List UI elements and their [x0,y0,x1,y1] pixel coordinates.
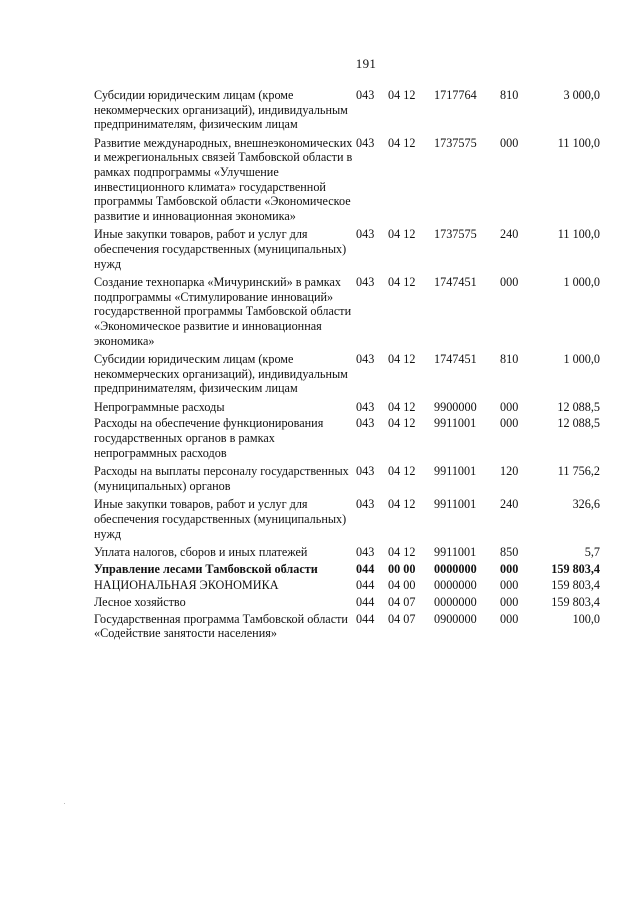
budget-table-body [94,88,600,645]
row-name: Иные закупки товаров, работ и услуг для обеспечения государственных (муниципальных) нужд [94,497,347,541]
row-target: 9900000 [434,399,477,414]
row-name: Лесное хозяйство [94,595,186,609]
row-vr: 810 [500,352,519,367]
row-vr: 850 [500,545,519,560]
table-row [94,416,600,464]
row-target: 0000000 [434,561,477,576]
row-amount: 159 803,4 [551,595,600,609]
row-vr: 240 [500,227,519,242]
row-section: 04 12 [388,399,416,414]
table-row [94,136,600,228]
row-amount: 11 100,0 [557,227,600,242]
row-amount: 326,6 [572,497,600,512]
table-row [94,497,600,545]
row-vr: 000 [500,416,519,431]
scan-speck [64,803,65,804]
row-amount: 12 088,5 [557,416,600,431]
table-row [94,88,600,136]
row-section: 04 12 [388,416,416,431]
row-amount: 3 000,0 [563,88,600,102]
row-target: 1737575 [434,135,477,150]
budget-table [94,88,600,645]
row-ministry: 044 [356,611,375,626]
table-row [94,612,600,645]
row-target: 9911001 [434,497,477,512]
table-row [94,545,600,562]
row-ministry: 044 [356,561,375,576]
row-vr: 120 [500,464,519,479]
row-vr: 000 [500,561,519,576]
row-section: 04 12 [388,275,416,290]
row-name: Расходы на обеспечение функционирования государственных органов в рамках непрограммных расходов [94,416,324,460]
row-target: 1747451 [434,275,477,290]
row-name: Непрограммные расходы [94,399,225,414]
table-row [94,595,600,612]
row-name: НАЦИОНАЛЬНАЯ ЭКОНОМИКА [94,578,279,593]
row-section: 04 07 [388,611,416,626]
row-ministry: 043 [356,88,375,102]
row-name: Субсидии юридическим лицам (кроме некоммерческих организаций), индивидуальным предпринимателям, физическим лицам [94,352,348,396]
row-ministry: 043 [356,399,375,414]
row-amount: 159 803,4 [551,578,600,593]
row-amount: 159 803,4 [551,561,600,576]
row-vr: 000 [500,399,519,414]
row-amount: 100,0 [572,611,600,626]
row-ministry: 043 [356,497,375,512]
row-name: Государственная программа Тамбовской области «Содействие занятости населения» [94,611,348,641]
row-section: 04 12 [388,88,416,102]
row-name: Развитие международных, внешнеэкономических и межрегиональных связей Тамбовской области в рамках подпрограммы «Улучшение инвестиционного климата» государственной программы Тамбовской области «Экономическое развитие и инновационная экономика» [94,135,353,223]
row-name: Управление лесами Тамбовской области [94,561,318,576]
row-ministry: 043 [356,352,375,367]
row-ministry: 043 [356,227,375,242]
row-name: Расходы на выплаты персоналу государственных (муниципальных) органов [94,464,349,493]
row-amount: 11 100,0 [557,135,600,150]
row-vr: 000 [500,611,519,626]
row-target: 1737575 [434,227,477,242]
row-section: 04 07 [388,595,416,609]
table-row [94,275,600,352]
table-row [94,227,600,275]
row-section: 04 12 [388,464,416,479]
row-ministry: 043 [356,464,375,479]
row-name: Иные закупки товаров, работ и услуг для обеспечения государственных (муниципальных) нужд [94,227,347,271]
row-name: Уплата налогов, сборов и иных платежей [94,545,308,560]
row-ministry: 043 [356,416,375,431]
row-name: Создание технопарка «Мичуринский» в рамках подпрограммы «Стимулирование инноваций» государственной программы Тамбовской области «Экономическое развитие и инновационная экономика» [94,275,352,348]
row-ministry: 043 [356,545,375,560]
row-ministry: 044 [356,595,375,609]
row-vr: 000 [500,275,519,290]
row-section: 04 00 [388,578,416,593]
row-ministry: 044 [356,578,375,593]
table-row [94,464,600,497]
row-target: 1717764 [434,88,477,102]
table-row [94,562,600,579]
row-target: 0000000 [434,578,477,593]
row-target: 9911001 [434,545,477,560]
table-row [94,352,600,400]
row-section: 00 00 [388,561,416,576]
row-section: 04 12 [388,497,416,512]
row-amount: 1 000,0 [563,275,600,290]
row-vr: 000 [500,135,519,150]
row-amount: 12 088,5 [557,399,600,414]
row-section: 04 12 [388,227,416,242]
table-row [94,400,600,417]
row-vr: 240 [500,497,519,512]
row-vr: 000 [500,595,519,609]
row-target: 0000000 [434,595,477,609]
row-ministry: 043 [356,275,375,290]
row-vr: 000 [500,578,519,593]
row-section: 04 12 [388,545,416,560]
row-section: 04 12 [388,352,416,367]
row-amount: 11 756,2 [557,464,600,479]
row-target: 9911001 [434,464,477,479]
row-ministry: 043 [356,135,375,150]
row-section: 04 12 [388,135,416,150]
row-target: 1747451 [434,352,477,367]
row-target: 0900000 [434,611,477,626]
page-number: 191 [355,56,377,71]
row-target: 9911001 [434,416,477,431]
table-row [94,578,600,595]
row-amount: 1 000,0 [563,352,600,367]
row-amount: 5,7 [584,545,600,560]
row-name: Субсидии юридическим лицам (кроме некоммерческих организаций), индивидуальным предпринимателям, физическим лицам [94,88,348,132]
row-vr: 810 [500,88,519,102]
